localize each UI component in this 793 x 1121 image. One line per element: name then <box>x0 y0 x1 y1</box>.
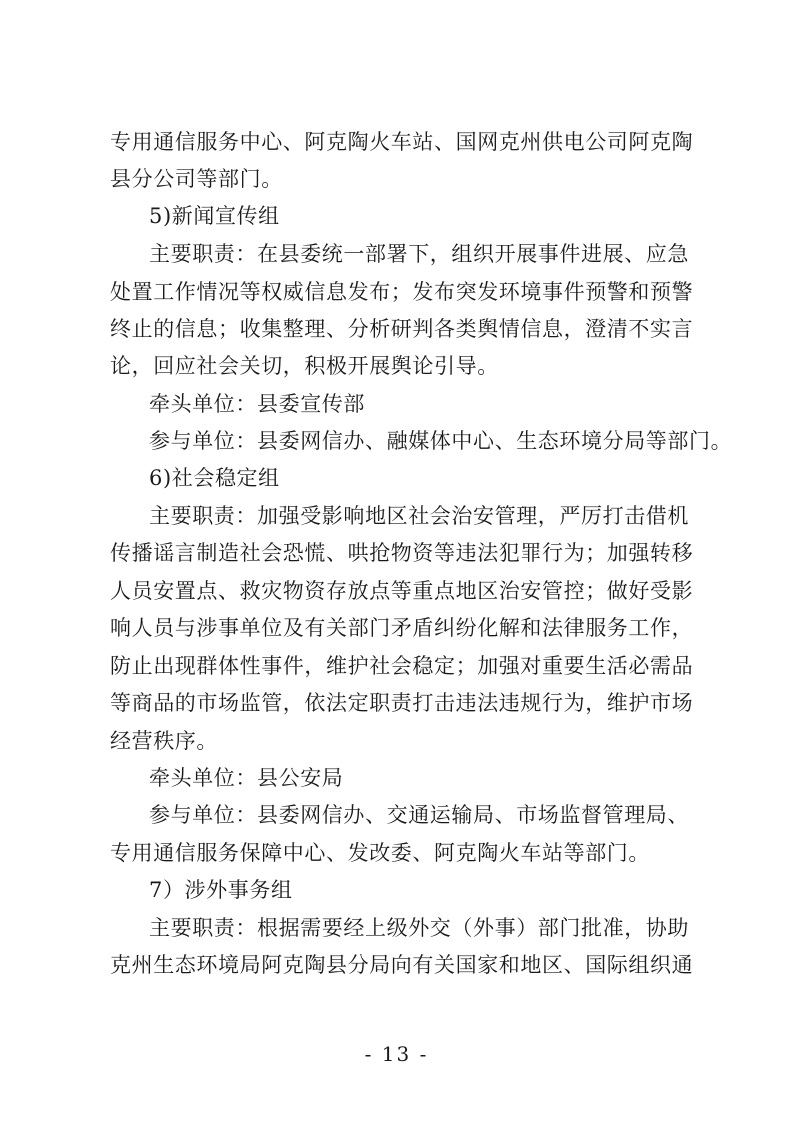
body-line: 主要职责：加强受影响地区社会治安管理，严厉打击借机 <box>149 504 689 528</box>
body-line: 主要职责：在县委统一部署下，组织开展事件进展、应急 <box>149 242 689 266</box>
body-line: 参与单位：县委网信办、交通运输局、市场监督管理局、 <box>149 803 689 827</box>
page-number: - 13 - <box>364 1042 429 1066</box>
body-line: 处置工作情况等权威信息发布；发布突发环境事件预警和预警 <box>110 280 694 304</box>
body-line: 终止的信息；收集整理、分析研判各类舆情信息，澄清不实言 <box>110 317 694 341</box>
body-line: 牵头单位：县公安局 <box>149 766 344 790</box>
body-line: 专用通信服务保障中心、发改委、阿克陶火车站等部门。 <box>110 841 650 865</box>
body-line: 等商品的市场监管，依法定职责打击违法违规行为，维护市场 <box>110 691 694 715</box>
body-line: 参与单位：县委网信办、融媒体中心、生态环境分局等部门。 <box>149 429 733 453</box>
body-line: 专用通信服务中心、阿克陶火车站、国网克州供电公司阿克陶 <box>110 130 694 154</box>
section-heading: 6)社会稳定组 <box>149 466 280 490</box>
section-heading: 7）涉外事务组 <box>149 878 293 902</box>
body-line: 县分公司等部门。 <box>110 167 283 191</box>
body-line: 主要职责：根据需要经上级外交（外事）部门批准，协助 <box>149 916 689 940</box>
body-line: 传播谣言制造社会恐慌、哄抢物资等违法犯罪行为；加强转移 <box>110 541 694 565</box>
body-line: 经营秩序。 <box>110 729 218 753</box>
body-line: 克州生态环境局阿克陶县分局向有关国家和地区、国际组织通 <box>110 953 694 977</box>
body-line: 论，回应社会关切，积极开展舆论引导。 <box>110 354 499 378</box>
body-line: 人员安置点、救灾物资存放点等重点地区治安管控；做好受影 <box>110 579 694 603</box>
body-line: 防止出现群体性事件，维护社会稳定；加强对重要生活必需品 <box>110 654 694 678</box>
body-line: 响人员与涉事单位及有关部门矛盾纠纷化解和法律服务工作， <box>110 616 694 640</box>
body-line: 牵头单位：县委宣传部 <box>149 392 365 416</box>
section-heading: 5)新闻宣传组 <box>149 204 280 228</box>
